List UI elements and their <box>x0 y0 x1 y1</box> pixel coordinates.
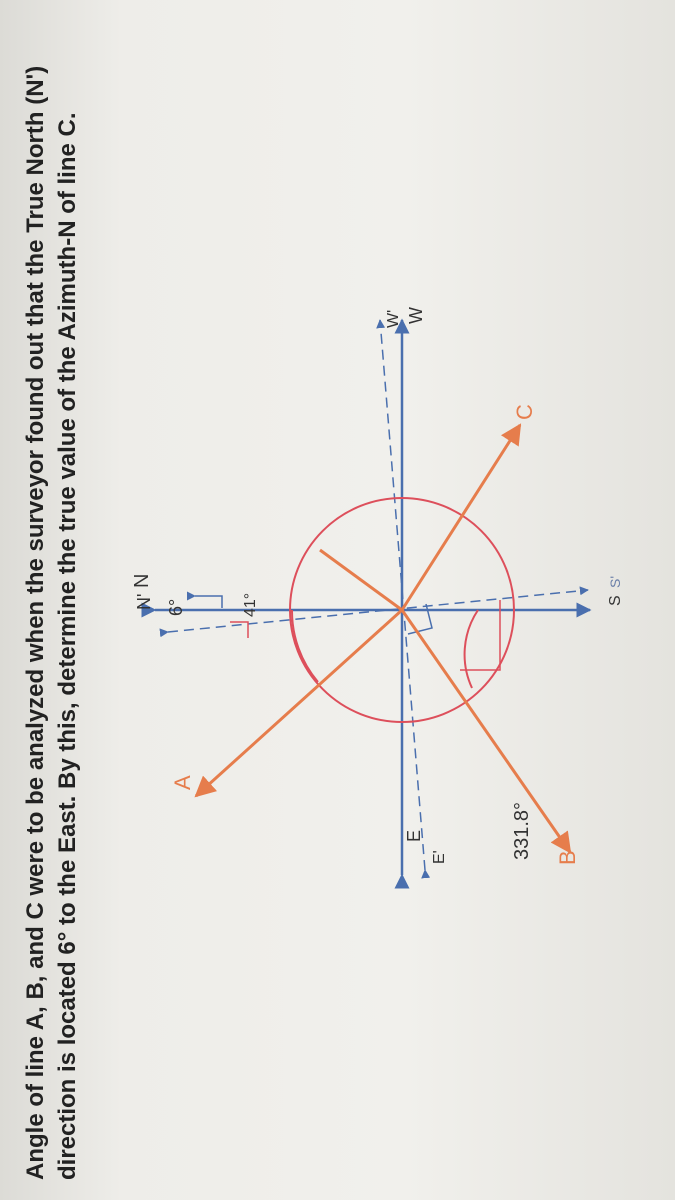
label-line-a: A <box>170 775 195 790</box>
problem-line-2: direction is located 6° to the East. By this, determine the true value of the Azimuth-N of line C. <box>54 112 81 1180</box>
declination-indicator <box>195 596 222 608</box>
label-east: E <box>404 829 424 842</box>
label-north: N <box>131 573 153 588</box>
angle-c-arc <box>465 610 478 688</box>
line-b-back <box>320 550 402 610</box>
label-south: S <box>607 595 624 606</box>
label-declination: 6° <box>166 598 186 616</box>
label-line-b: B <box>555 850 580 865</box>
right-angle-box <box>408 604 432 634</box>
line-b <box>402 610 570 852</box>
label-true-west: W' <box>385 309 402 328</box>
line-a <box>196 610 402 796</box>
label-line-c: C <box>512 404 537 420</box>
label-true-south: S' <box>607 575 623 588</box>
label-angle-b: 331.8° <box>511 801 533 860</box>
problem-line-1: Angle of line A, B, and C were to be analyzed when the surveyor found out that the True North (N') <box>22 65 49 1180</box>
label-true-north: N' <box>134 593 154 610</box>
line-c <box>402 425 520 610</box>
label-west: W <box>406 307 426 324</box>
label-true-east: E' <box>431 850 448 864</box>
label-angle-a: 41° <box>242 592 259 617</box>
